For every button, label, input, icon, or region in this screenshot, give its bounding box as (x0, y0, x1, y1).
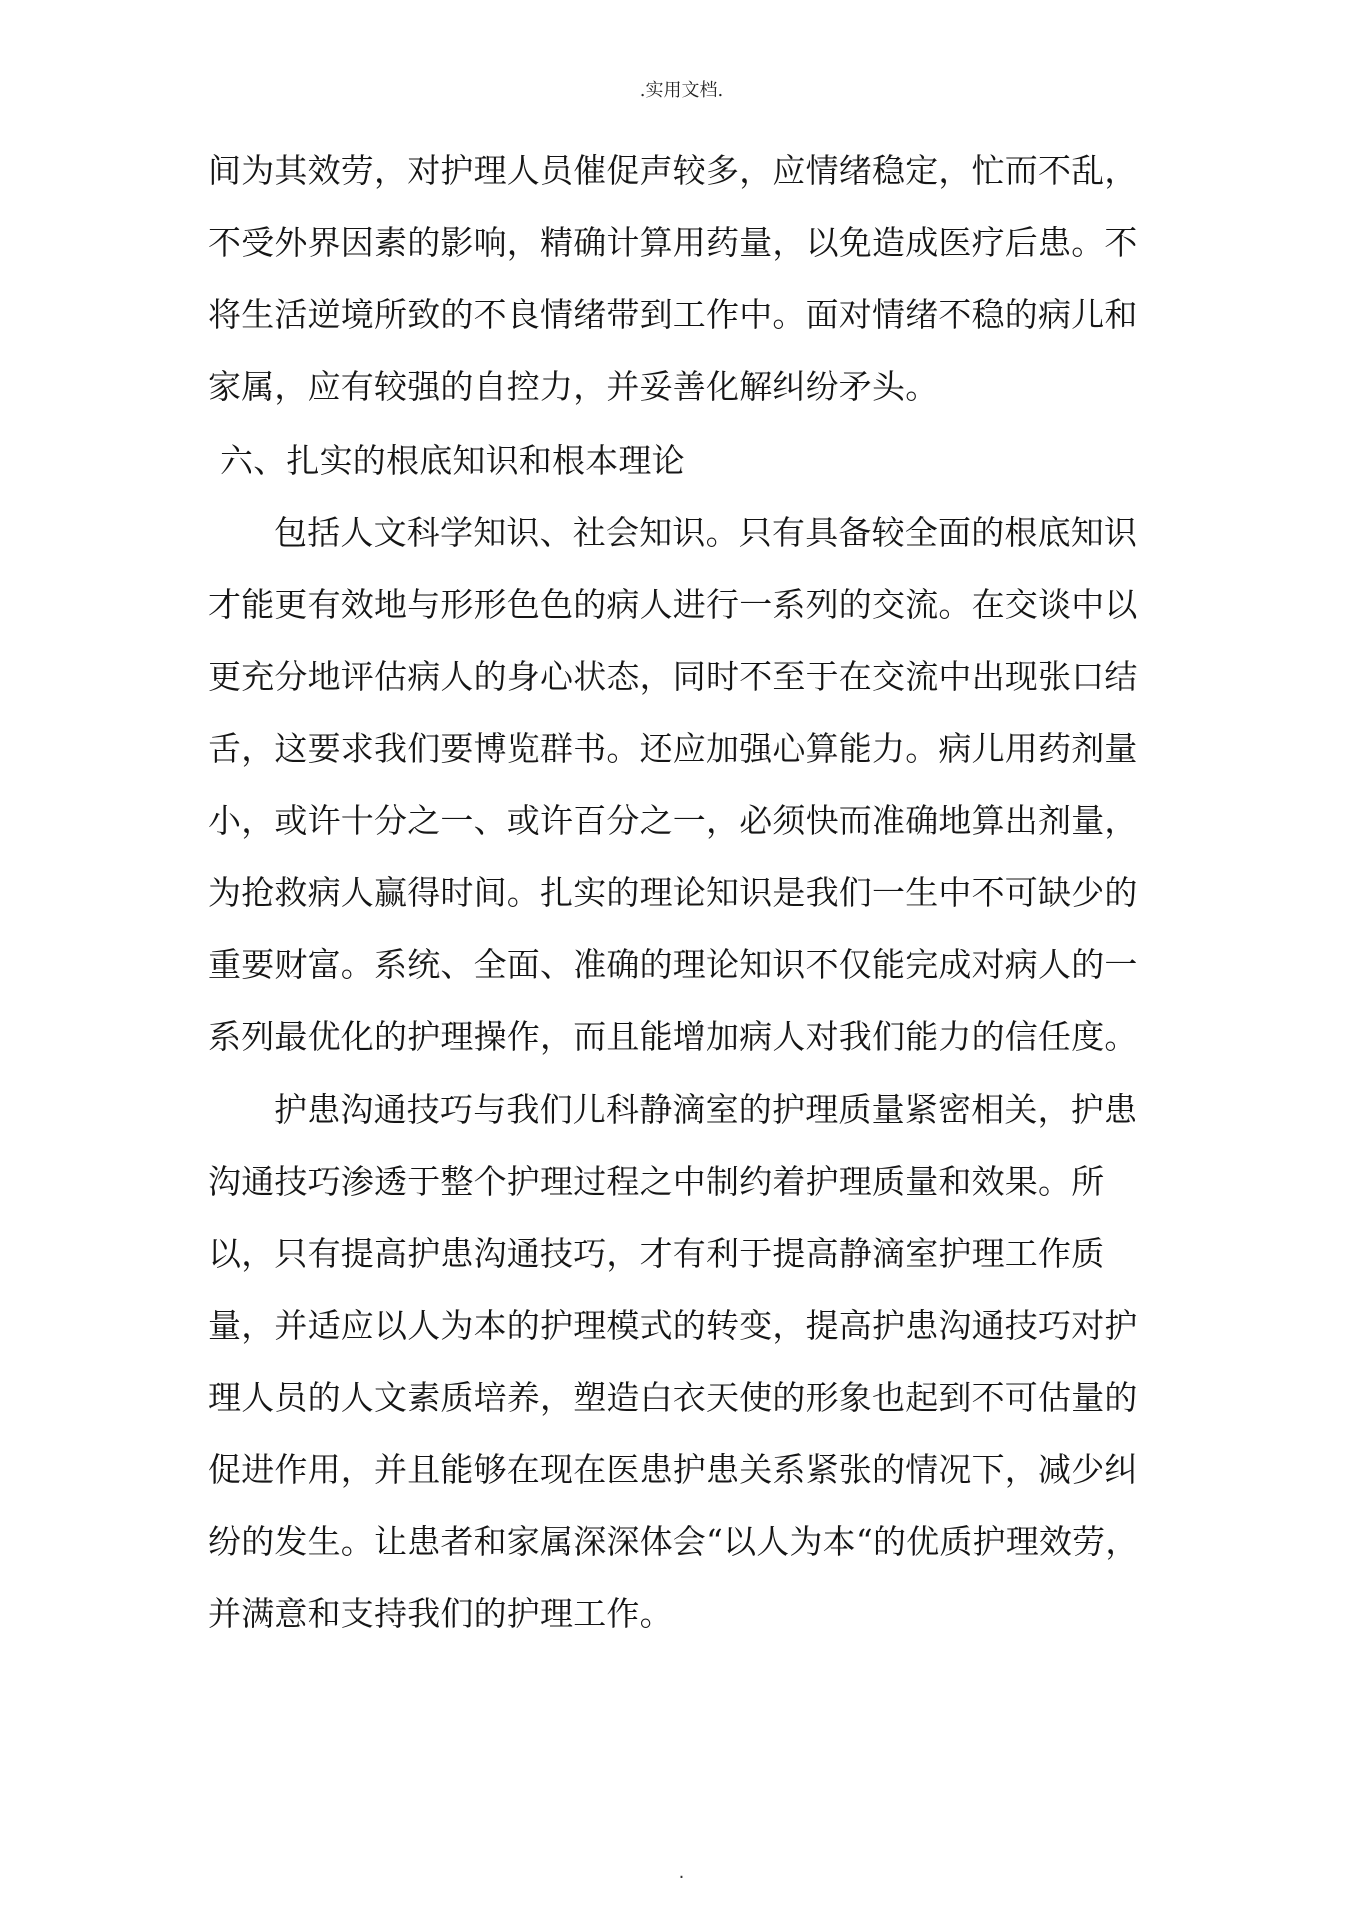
paragraph-conclusion (208, 1074, 1166, 1650)
paragraph-knowledge (208, 497, 1166, 1073)
paragraph-continuation (208, 135, 1166, 423)
page-footer: . (678, 1862, 685, 1883)
paragraph-text: 间为其效劳，对护理人员催促声较多，应情绪稳定，忙而不乱，不受外界因素的影响，精确计算用药量，以免造成医疗后患。不将生活逆境所致的不良情绪带到工作中。面对情绪不稳的病儿和家属，应有较强的自控力，并妥善化解纠纷矛头。 (208, 151, 1138, 406)
section-heading (220, 425, 1178, 497)
page-header: .实用文档. (639, 80, 724, 101)
paragraph-text: 护患沟通技巧与我们儿科静滴室的护理质量紧密相关，护患沟通技巧渗透于整个护理过程之中制约着护理质量和效果。所以，只有提高护患沟通技巧，才有利于提高静滴室护理工作质量，并适应以人为本的护理模式的转变，提高护患沟通技巧对护理人员的人文素质培养，塑造白衣天使的形象也起到不可估量的促进作用，并且能够在现在医患护患关系紧张的情况下，减少纠纷的发生。让患者和家属深深体会“以人为本“的优质护理效劳，并满意和支持我们的护理工作。 (208, 1090, 1139, 1633)
paragraph-text: 包括人文科学知识、社会知识。只有具备较全面的根底知识才能更有效地与形形色色的病人进行一系列的交流。在交谈中以更充分地评估病人的身心状态，同时不至于在交流中出现张口结舌，这要求我们要博览群书。还应加强心算能力。病儿用药剂量小，或许十分之一、或许百分之一，必须快而准确地算出剂量，为抢救病人赢得时间。扎实的理论知识是我们一生中不可缺少的重要财富。系统、全面、准确的理论知识不仅能完成对病人的一系列最优化的护理操作，而且能增加病人对我们能力的信任度。 (208, 513, 1138, 1056)
section-heading-text: 六、扎实的根底知识和根本理论 (220, 441, 685, 480)
